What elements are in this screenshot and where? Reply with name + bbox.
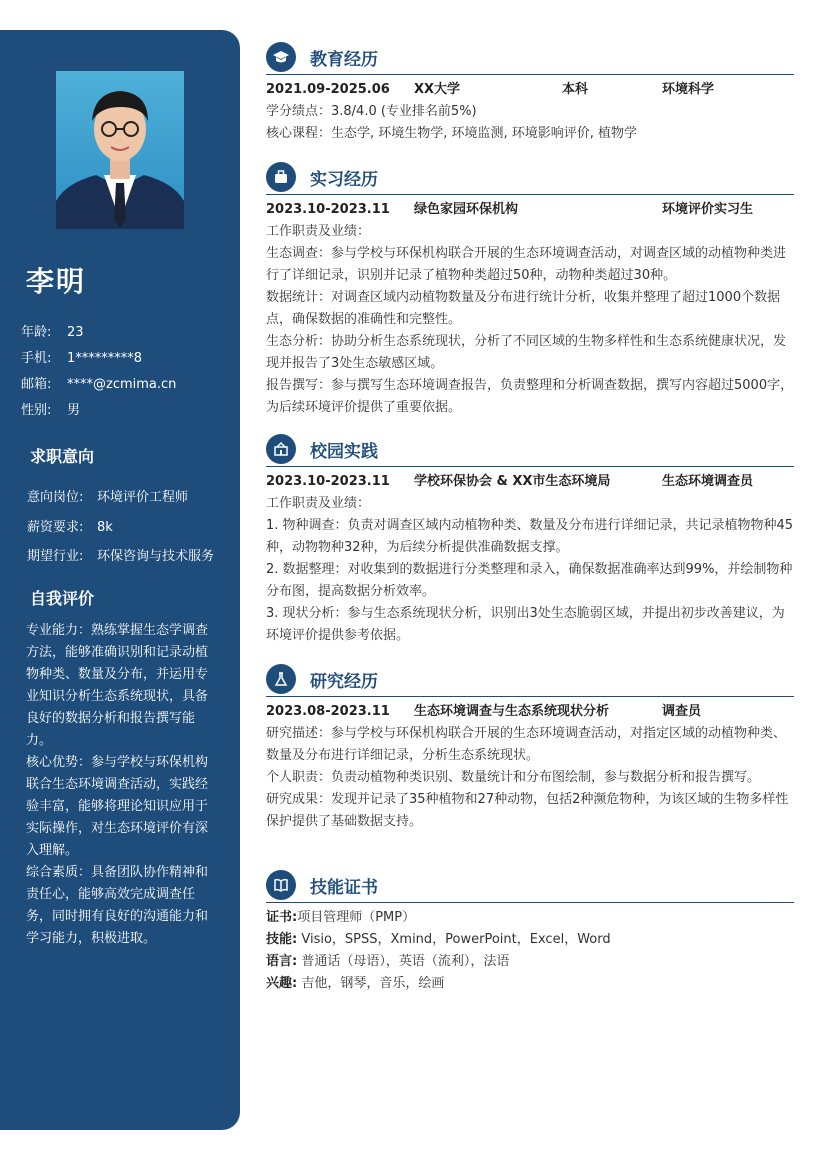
info-row-age: 年龄: 23 bbox=[21, 325, 84, 340]
flask-icon bbox=[266, 664, 296, 694]
skill-row-skills: 技能: Visio，SPSS，Xmind，PowerPoint，Excel，Word bbox=[266, 932, 611, 947]
gpa: 学分绩点：3.8/4.0 (专业排名前5%) bbox=[266, 104, 477, 119]
campus-summary bbox=[266, 471, 794, 493]
list-item: 2. 数据整理：对收集到的数据进行分类整理和录入，确保数据准确率达到99%，并绘制物种分布图，提高数据分析效率。 bbox=[266, 562, 793, 599]
project: 生态环境调查与生态系统现状分析 bbox=[414, 704, 610, 719]
info-row-phone: 手机: 1*********8 bbox=[21, 351, 143, 366]
self-eval-advantage: 核心优势：参与学校与环保机构联合生态环境调查活动，实践经验丰富，能够将理论知识应用于实际操作，对生态环境评价有深入理解。 bbox=[26, 755, 209, 858]
major: 环境科学 bbox=[662, 82, 715, 97]
list-item: 生态调查：参与学校与环保机构联合开展的生态环境调查活动，对调查区域的动植物种类进行了详细记录，识别并记录了植物种类超过50种，动物种类超过30种。 bbox=[266, 246, 787, 283]
section-title: 教育经历 bbox=[310, 49, 378, 70]
role: 调查员 bbox=[662, 704, 702, 719]
section-header bbox=[266, 40, 794, 75]
list-item: 生态分析：协助分析生态系统现状，分析了不同区域的生物多样性和生态系统健康状况，发现并报告了3处生态敏感区域。 bbox=[266, 334, 787, 371]
courses: 核心课程：生态学, 环境生物学, 环境监测, 环境影响评价, 植物学 bbox=[266, 126, 638, 141]
list-item: 数据统计：对调查区域内动植物数量及分布进行统计分析，收集并整理了超过1000个数据点，确保数据的准确性和完整性。 bbox=[266, 290, 781, 327]
section-header bbox=[266, 662, 794, 697]
period: 2021.09-2025.06 bbox=[266, 82, 390, 97]
info-row-gender: 性别: 男 bbox=[21, 403, 81, 418]
role: 生态环境调查员 bbox=[662, 474, 754, 489]
education-section bbox=[266, 40, 794, 145]
period: 2023.08-2023.11 bbox=[266, 704, 390, 719]
section-header bbox=[266, 160, 794, 195]
section-header bbox=[266, 432, 794, 467]
list-item: 1. 物种调查：负责对调查区域内动植物种类、数量及分布进行详细记录，共记录植物物种45种，动物物种32种，为后续分析提供准确数据支撑。 bbox=[266, 518, 794, 555]
internship-summary bbox=[266, 199, 794, 221]
briefcase-icon bbox=[266, 162, 296, 192]
role: 环境评价实习生 bbox=[662, 202, 754, 217]
skills-list bbox=[266, 907, 794, 995]
list-item: 研究描述：参与学校与环保机构联合开展的生态环境调查活动，对指定区域的动植物种类、数量及分布进行详细记录，分析生态系统现状。 bbox=[266, 726, 787, 763]
list-item: 报告撰写：参与撰写生态环境调查报告，负责整理和分析调查数据，撰写内容超过5000字，为后续环境评价提供了重要依据。 bbox=[266, 378, 794, 415]
self-evaluation bbox=[26, 620, 218, 950]
organization: 绿色家园环保机构 bbox=[414, 202, 519, 217]
list-item: 3. 现状分析：参与生态系统现状分析，识别出3处生态脆弱区域，并提出初步改善建议，为环境评价提供参考依据。 bbox=[266, 606, 785, 643]
school: XX大学 bbox=[414, 82, 461, 97]
skills-section bbox=[266, 868, 794, 995]
period: 2023.10-2023.11 bbox=[266, 202, 390, 217]
section-title: 实习经历 bbox=[310, 169, 378, 190]
skill-row-interests: 兴趣: 吉他，钢琴，音乐，绘画 bbox=[266, 976, 445, 991]
section-title: 校园实践 bbox=[310, 441, 378, 462]
profile-photo bbox=[56, 71, 184, 229]
graduation-cap-icon bbox=[266, 42, 296, 72]
list-item: 研究成果：发现并记录了35种植物和27种动物，包括2种濒危物种，为该区域的生物多样性保护提供了基础数据支持。 bbox=[266, 792, 789, 829]
education-summary bbox=[266, 79, 794, 101]
job-intent bbox=[27, 483, 217, 571]
info-row-email: 邮箱: ****@zcmima.cn bbox=[21, 377, 177, 392]
section-title: 研究经历 bbox=[310, 671, 378, 692]
internship-section bbox=[266, 160, 794, 419]
period: 2023.10-2023.11 bbox=[266, 474, 390, 489]
intent-industry: 期望行业: 环保咨询与技术服务 bbox=[27, 549, 215, 564]
skill-row-language: 语言: 普通话（母语），英语（流利），法语 bbox=[266, 954, 510, 969]
self-eval-quality: 综合素质：具备团队协作精神和责任心，能够高效完成调查任务，同时拥有良好的沟通能力和学习能力，积极进取。 bbox=[26, 865, 209, 946]
research-summary bbox=[266, 701, 794, 723]
research-section bbox=[266, 662, 794, 833]
self-eval-professional: 专业能力：熟练掌握生态学调查方法，能够准确识别和记录动植物种类、数量及分布，并运用专业知识分析生态系统现状，具备良好的数据分析和报告撰写能力。 bbox=[26, 623, 209, 748]
degree: 本科 bbox=[562, 82, 589, 97]
skill-row-cert: 证书:项目管理师（PMP） bbox=[266, 910, 416, 925]
list-item: 个人职责：负责动植物种类识别、数量统计和分布图绘制，参与数据分析和报告撰写。 bbox=[266, 770, 761, 785]
building-icon bbox=[266, 434, 296, 464]
list-item: 工作职责及业绩： bbox=[266, 496, 371, 511]
self-eval-title: 自我评价 bbox=[30, 589, 95, 608]
list-item: 工作职责及业绩： bbox=[266, 224, 371, 239]
organization: 学校环保协会 & XX市生态环境局 bbox=[414, 474, 611, 489]
sidebar bbox=[0, 30, 240, 1130]
basic-info bbox=[21, 320, 176, 424]
section-title: 技能证书 bbox=[310, 877, 378, 898]
intent-title: 求职意向 bbox=[30, 447, 95, 466]
campus-section bbox=[266, 432, 794, 647]
intent-salary: 薪资要求: 8k bbox=[27, 520, 113, 535]
book-icon bbox=[266, 870, 296, 900]
section-header bbox=[266, 868, 794, 903]
intent-position: 意向岗位: 环境评价工程师 bbox=[27, 490, 189, 505]
candidate-name: 李明 bbox=[26, 265, 87, 298]
